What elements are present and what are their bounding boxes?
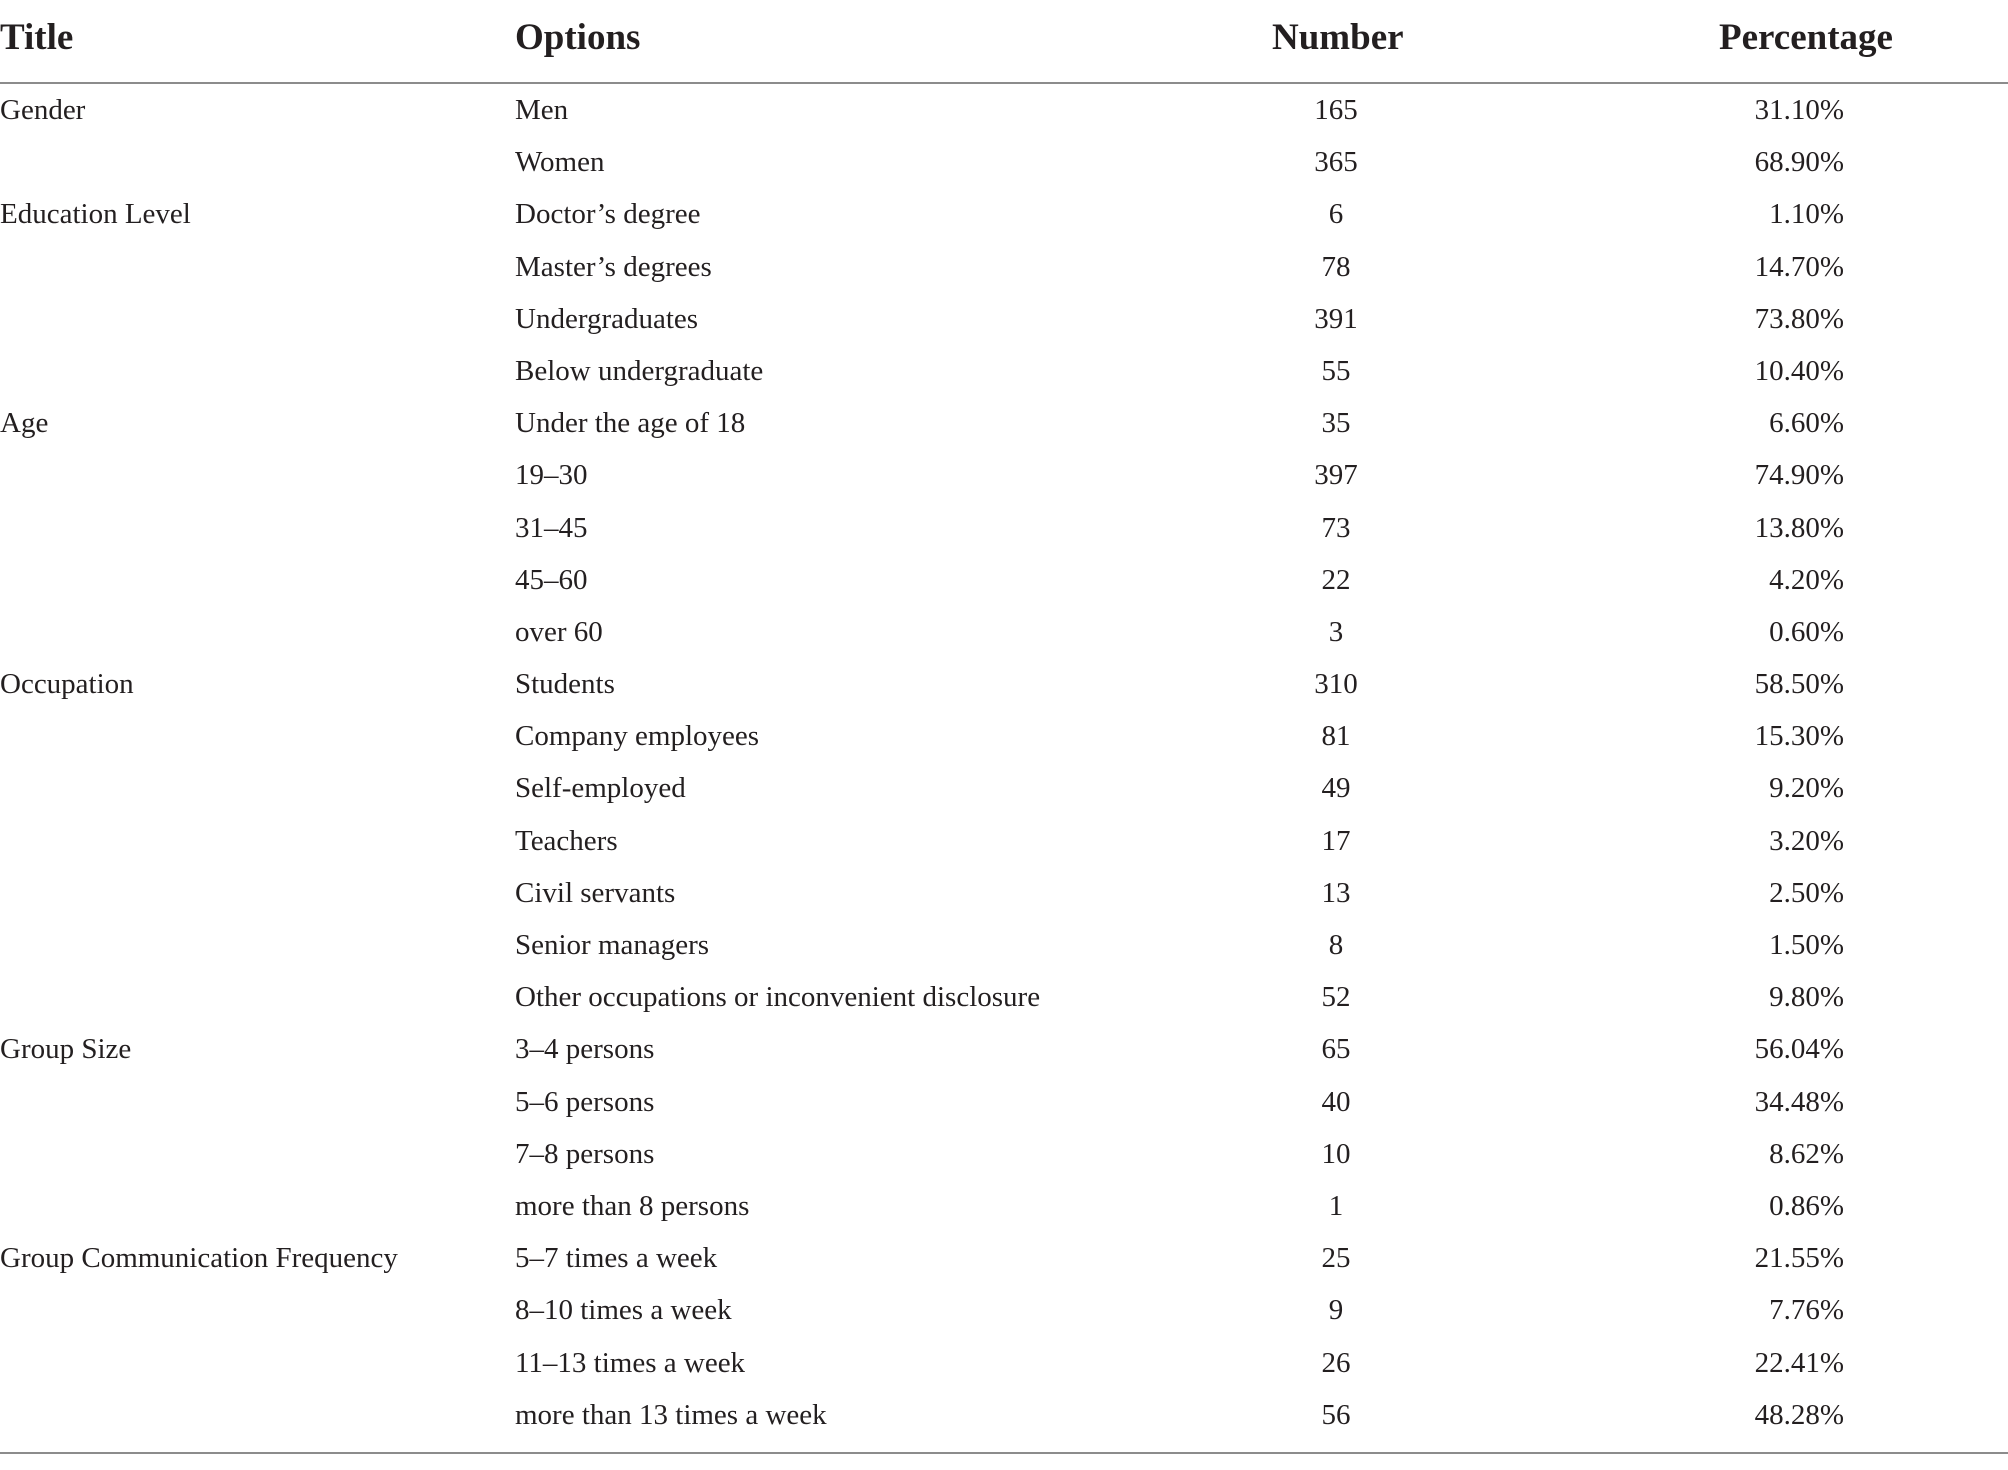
table-row: [0, 1337, 2008, 1389]
row-percentage: 13.80%: [1754, 511, 1844, 544]
row-number: 391: [1314, 302, 1358, 335]
row-number: 35: [1321, 407, 1351, 440]
row-option: Under the age of 18: [515, 407, 746, 440]
header-percentage: Percentage: [1719, 17, 1893, 58]
table-row: [0, 710, 2008, 762]
row-option: 19–30: [515, 459, 588, 492]
row-number: 26: [1321, 1346, 1351, 1379]
row-option: Other occupations or inconvenient disclosure: [515, 981, 1041, 1014]
row-number: 310: [1314, 668, 1358, 701]
row-percentage: 8.62%: [1769, 1137, 1844, 1170]
table-row: [0, 84, 2008, 136]
row-option: 3–4 persons: [515, 1033, 655, 1066]
row-option: Senior managers: [515, 929, 710, 961]
bottom-rule: [0, 1452, 2008, 1454]
row-percentage: 14.70%: [1754, 250, 1844, 283]
row-number: 65: [1321, 1033, 1351, 1066]
row-number: 22: [1321, 563, 1351, 596]
row-percentage: 3.20%: [1769, 824, 1844, 857]
row-number: 397: [1314, 459, 1358, 492]
row-option: 8–10 times a week: [515, 1294, 732, 1327]
table-row: [0, 449, 2008, 501]
row-number: 81: [1321, 720, 1351, 753]
row-title: Education Level: [0, 198, 191, 231]
table-row: [0, 241, 2008, 293]
row-number: 365: [1314, 146, 1358, 179]
row-number: 55: [1321, 354, 1351, 387]
row-number: 52: [1321, 981, 1351, 1014]
row-percentage: 2.50%: [1769, 876, 1844, 909]
table-row: [0, 345, 2008, 397]
table-row: [0, 658, 2008, 710]
table-row: [0, 971, 2008, 1023]
row-option: 11–13 times a week: [515, 1346, 746, 1379]
row-percentage: 0.60%: [1769, 615, 1844, 648]
table-row: [0, 188, 2008, 240]
table-row: [0, 1128, 2008, 1180]
table-body: [0, 84, 2008, 1441]
row-percentage: 31.10%: [1754, 94, 1844, 126]
row-title: Occupation: [0, 668, 134, 701]
table-row: [0, 293, 2008, 345]
row-percentage: 68.90%: [1754, 146, 1844, 179]
row-percentage: 10.40%: [1754, 354, 1844, 387]
row-option: Below undergraduate: [515, 354, 764, 387]
row-option: 45–60: [515, 563, 588, 596]
row-number: 9: [1328, 1294, 1344, 1327]
row-number: 10: [1321, 1137, 1351, 1170]
row-number: 40: [1321, 1085, 1351, 1118]
row-option: Self-employed: [515, 772, 686, 805]
row-percentage: 22.41%: [1754, 1346, 1844, 1379]
row-percentage: 73.80%: [1754, 302, 1844, 335]
row-number: 56: [1321, 1398, 1351, 1431]
header-number: Number: [1272, 17, 1404, 58]
row-option: 5–6 persons: [515, 1085, 655, 1118]
row-option: Students: [515, 668, 615, 701]
header-title: Title: [0, 17, 74, 58]
table-row: [0, 1232, 2008, 1284]
row-percentage: 9.80%: [1769, 981, 1844, 1014]
table-row: [0, 397, 2008, 449]
row-number: 165: [1314, 94, 1358, 126]
row-option: Master’s degrees: [515, 250, 712, 283]
row-number: 17: [1321, 824, 1351, 857]
row-option: Undergraduates: [515, 302, 699, 335]
row-title: Gender: [0, 94, 86, 126]
table-row: [0, 1180, 2008, 1232]
row-option: 5–7 times a week: [515, 1242, 718, 1275]
row-percentage: 21.55%: [1754, 1242, 1844, 1275]
row-percentage: 9.20%: [1769, 772, 1844, 805]
row-option: more than 13 times a week: [515, 1398, 827, 1431]
row-number: 6: [1328, 198, 1344, 231]
row-title: Age: [0, 407, 49, 440]
row-title: Group Size: [0, 1033, 132, 1066]
row-option: 31–45: [515, 511, 588, 544]
table-row: [0, 867, 2008, 919]
table-row: [0, 919, 2008, 971]
table-row: [0, 1284, 2008, 1336]
row-percentage: 6.60%: [1769, 407, 1844, 440]
row-number: 13: [1321, 876, 1351, 909]
row-number: 3: [1328, 615, 1344, 648]
row-option: over 60: [515, 615, 603, 648]
row-percentage: 15.30%: [1754, 720, 1844, 753]
table-row: [0, 762, 2008, 814]
row-percentage: 1.10%: [1769, 198, 1844, 231]
row-percentage: 0.86%: [1769, 1189, 1844, 1222]
row-number: 1: [1328, 1189, 1344, 1222]
table-row: [0, 815, 2008, 867]
table-header: [0, 0, 2008, 84]
table-row: [0, 1023, 2008, 1075]
table-row: [0, 1076, 2008, 1128]
table-row: [0, 502, 2008, 554]
row-option: Teachers: [515, 824, 618, 857]
row-title: Group Communication Frequency: [0, 1242, 398, 1275]
row-option: Men: [515, 94, 569, 126]
row-option: Company employees: [515, 720, 760, 753]
row-number: 73: [1321, 511, 1351, 544]
row-option: Women: [515, 146, 605, 179]
row-option: more than 8 persons: [515, 1189, 750, 1222]
row-percentage: 74.90%: [1754, 459, 1844, 492]
row-percentage: 34.48%: [1754, 1085, 1844, 1118]
row-option: 7–8 persons: [515, 1137, 655, 1170]
table-row: [0, 606, 2008, 658]
row-number: 8: [1328, 929, 1344, 961]
row-percentage: 4.20%: [1769, 563, 1844, 596]
row-number: 25: [1321, 1242, 1351, 1275]
row-percentage: 7.76%: [1769, 1294, 1844, 1327]
table-row: [0, 136, 2008, 188]
row-number: 49: [1321, 772, 1351, 805]
row-option: Civil servants: [515, 876, 676, 909]
header-options: Options: [515, 17, 641, 58]
row-percentage: 48.28%: [1754, 1398, 1844, 1431]
table-row: [0, 554, 2008, 606]
row-option: Doctor’s degree: [515, 198, 701, 231]
row-percentage: 56.04%: [1754, 1033, 1844, 1066]
row-number: 78: [1321, 250, 1351, 283]
table-row: [0, 1389, 2008, 1441]
row-percentage: 58.50%: [1754, 668, 1844, 701]
row-percentage: 1.50%: [1769, 929, 1844, 961]
